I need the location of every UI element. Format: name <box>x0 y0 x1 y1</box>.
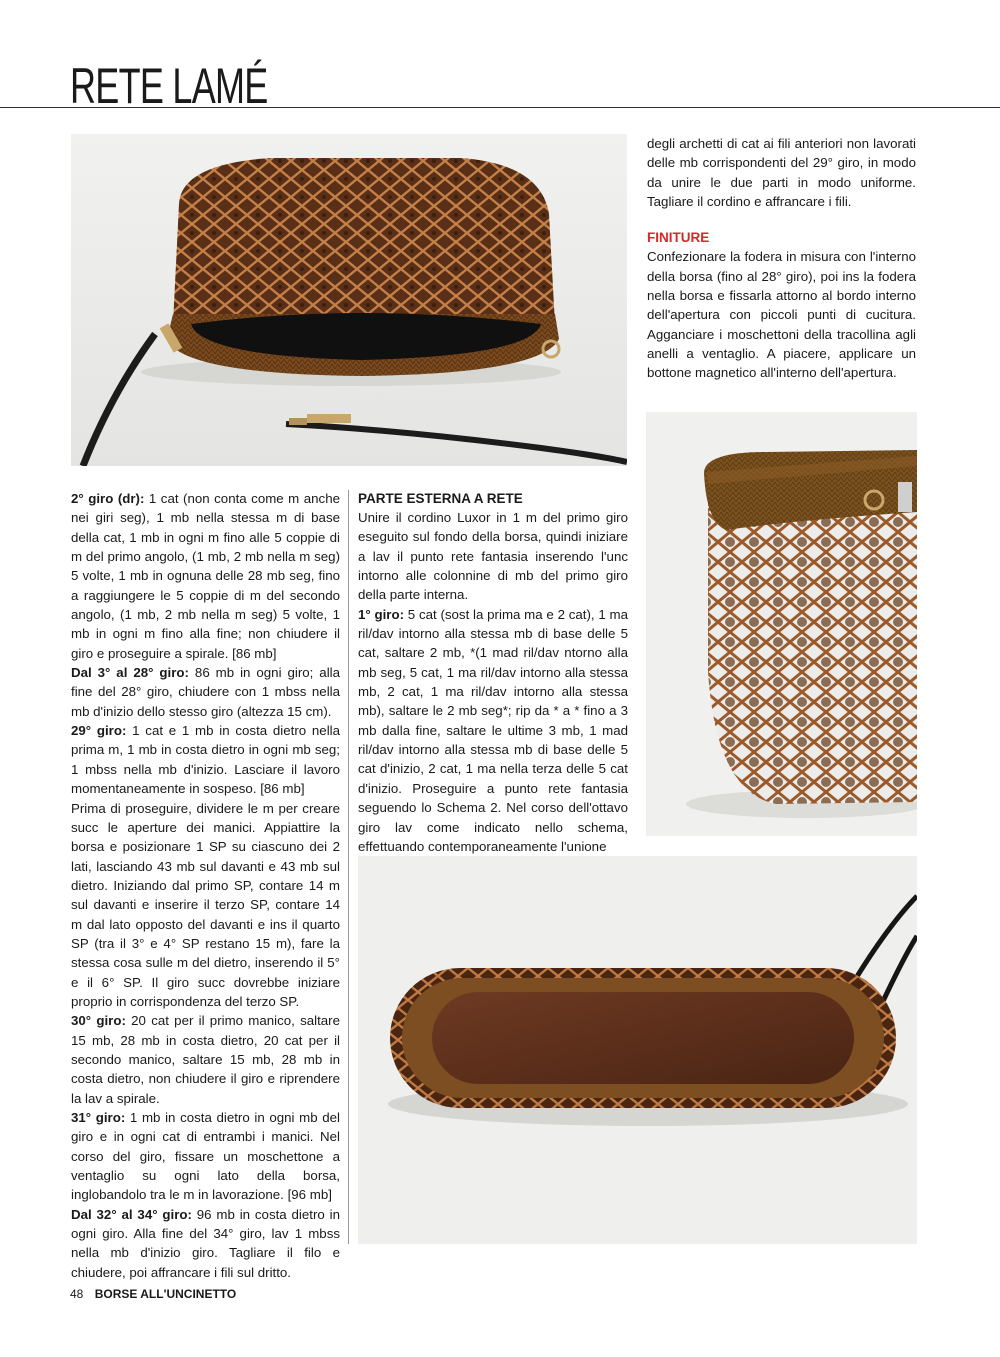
page-number: 48 <box>70 1287 84 1301</box>
paragraph: 1° giro: 5 cat (sost la prima ma e 2 cat), 1 ma ril/dav intorno alla stessa mb di base delle 5 cat, saltare 2 mb, *(1 mad ril/dav ntorno alla mb seg, 5 cat, 1 ma ril/dav intorno alla stessa mb, 2 cat, 1 ma ril/dav intorno alla stessa mb), saltare le 2 mb seg*; rip da * a * fino a 3 mb dalla fine, saltare le ultime 3 mb, 1 mad ril/dav intorno alla stessa mb di base delle 5 cat d'inizio, 2 cat, 1 ma nella terza delle 5 cat d'inizio. Proseguire a punto rete fantasia seguendo lo Schema 2. Nel corso dell'ottavo giro lav come indicato nello schema, effettuando contemporaneamente l'unione <box>358 606 629 854</box>
right-top-column <box>647 134 916 383</box>
finiture-heading: FINITURE <box>647 230 710 246</box>
middle-column <box>358 489 628 856</box>
column-divider <box>348 490 349 1244</box>
bag-bottom-photo <box>358 856 917 1244</box>
paragraph: 30° giro: 20 cat per il primo manico, saltare 15 mb, 28 mb in costa dietro, 20 cat per il secondo manico, saltare 15 mb, 28 mb in costa dietro, non chiudere il giro e riprendere la lav a spirale. <box>71 1013 341 1106</box>
title-rule <box>0 107 1000 108</box>
page-title: RETE LAMÉ <box>70 58 268 114</box>
bag-top-photo <box>71 134 627 466</box>
crochet-bag-base-icon <box>358 856 917 1244</box>
crochet-bag-icon <box>71 134 627 466</box>
crochet-bag-side-icon <box>646 412 917 836</box>
paragraph: 2° giro (dr): 1 cat (non conta come m anche nei giri seg), 1 mb nella stessa m di base della cat, 1 mb in ogni m fino alle 5 coppie di m del primo angolo, (1 mb, 2 mb nella m seg) 5 volte, 1 mb in ognuna delle 28 mb seg, fino a raggiungere le 5 coppie di m del secondo angolo, (1 mb, 2 mb nella m seg) 5 volte, 1 mb in ogni m fino alla fine; non chiudere il giro e proseguire a spirale. [86 mb] <box>71 491 340 661</box>
paragraph: Dal 32° al 34° giro: 96 mb in costa dietro in ogni giro. Alla fine del 34° giro, lav 1 mbss nella mb d'inizio giro. Tagliare il filo e chiudere, poi affrancare i fili sul dritto. <box>71 1206 340 1280</box>
paragraph: 31° giro: 1 mb in costa dietro in ogni mb del giro e in ogni cat di entrambi i manici. Nel corso del giro, fissare un moschettone a ventaglio su ogni lato della borsa, inglobandolo tra le m in lavorazione. [96 mb] <box>71 1110 341 1203</box>
finishing-intro: degli archetti di cat ai fili anteriori non lavorati delle mb corrispondenti del 29° giro, in modo da unire le due parti in modo uniforme. Tagliare il cordino e affrancare i fili. <box>647 136 916 210</box>
paragraph: 29° giro: 1 cat e 1 mb in costa dietro nella prima m, 1 mb in costa dietro in ogni mb seg; 1 mbss nella mb d'inizio. Lasciare il lavoro momentaneamente in sospeso. [86 mb] <box>71 723 340 797</box>
bag-side-photo <box>646 412 917 836</box>
paragraph: Prima di proseguire, dividere le m per creare succ le aperture dei manici. Appiattire la borsa e posizionare 1 SP su ciascuno dei 2 lati, lasciando 43 mb sul davanti e 43 mb sul dietro. Iniziando dal primo SP, contare 14 m sul davanti e inserire il terzo SP, contare 14 m dal lato opposto del davanti e ins il quarto SP (tra il 3° e 4° SP restano 15 m), fare la stessa cosa sulle m del dietro, inserendo il 5° e il 6° SP. Il giro succ dovrebbe iniziare proprio in corrispondenza del terzo SP. <box>71 800 340 1009</box>
page-footer <box>70 1285 236 1303</box>
finiture-text: Confezionare la fodera in misura con l'interno della borsa (fino al 28° giro), poi ins la fodera nella borsa e fissarla attorno al bordo interno dell'apertura con piccoli punti di cucitura. Agganciare i moschettoni della tracollina agli anelli a ventaglio. A piacere, applicare un bottone magnetico all'interno dell'apertura. <box>647 249 916 381</box>
parte-esterna-heading: PARTE ESTERNA A RETE <box>358 491 523 506</box>
magazine-title: BORSE ALL'UNCINETTO <box>94 1287 237 1301</box>
left-column <box>71 489 340 1282</box>
paragraph: Unire il cordino Luxor in 1 m del primo giro eseguito sul fondo della borsa, quindi iniziare a lav il punto rete fantasia inserendo l'unc intorno alle colonnine di mb del primo giro della parte interna. <box>358 510 628 603</box>
paragraph: Dal 3° al 28° giro: 86 mb in ogni giro; alla fine del 28° giro, chiudere con 1 mbss nella mb d'inizio dello stesso giro (altezza 15 cm). <box>71 665 341 719</box>
